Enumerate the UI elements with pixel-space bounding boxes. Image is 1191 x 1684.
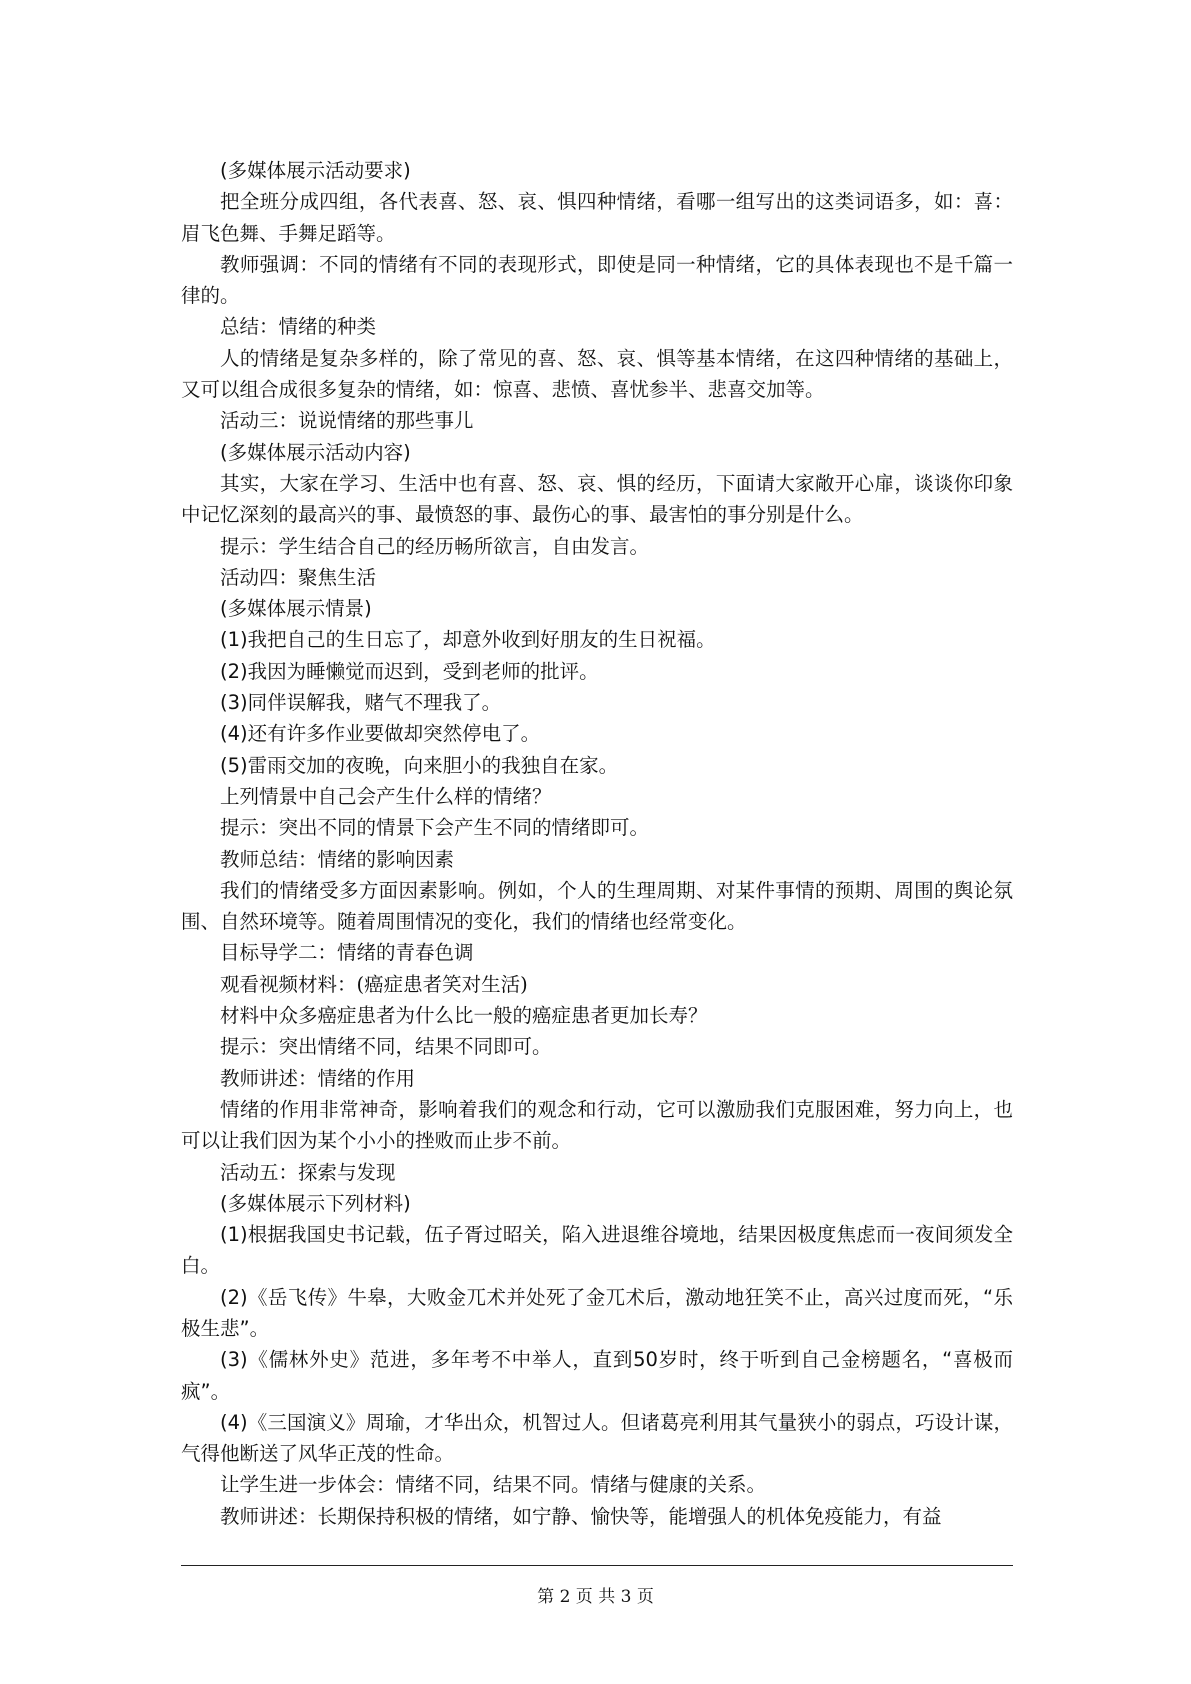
paragraph: 其实，大家在学习、生活中也有喜、怒、哀、惧的经历，下面请大家敞开心扉，谈谈你印象中记忆深刻的最高兴的事、最愤怒的事、最伤心的事、最害怕的事分别是什么。 — [181, 471, 1013, 527]
paragraph: 观看视频材料：(癌症患者笑对生活) — [220, 972, 528, 996]
paragraph: (3)同伴误解我，赌气不理我了。 — [220, 691, 502, 715]
paragraph: (多媒体展示下列材料) — [220, 1191, 411, 1215]
paragraph: 人的情绪是复杂多样的，除了常见的喜、怒、哀、惧等基本情绪，在这四种情绪的基础上，又可以组合成很多复杂的情绪，如：惊喜、悲愤、喜忧参半、悲喜交加等。 — [181, 346, 1013, 402]
page-number: 第 2 页 共 3 页 — [537, 1587, 654, 1607]
paragraph: (1)根据我国史书记载，伍子胥过昭关，陷入进退维谷境地，结果因极度焦虑而一夜间须发全白。 — [181, 1223, 1013, 1278]
paragraph: 教师强调：不同的情绪有不同的表现形式，即使是同一种情绪，它的具体表现也不是千篇一律的。 — [181, 252, 1013, 308]
paragraph: (3)《儒林外史》范进，多年考不中举人，直到50岁时，终于听到自己金榜题名，“喜极而疯”。 — [181, 1348, 1013, 1403]
footer-divider — [181, 1565, 1013, 1566]
paragraph: 总结：情绪的种类 — [220, 315, 377, 339]
paragraph: (5)雷雨交加的夜晚，向来胆小的我独自在家。 — [220, 753, 619, 777]
paragraph: 上列情景中自己会产生什么样的情绪？ — [220, 784, 552, 808]
paragraph: 教师总结：情绪的影响因素 — [220, 847, 455, 871]
paragraph: (多媒体展示情景) — [220, 597, 372, 621]
paragraph: 活动三：说说情绪的那些事儿 — [220, 409, 474, 433]
document-body — [181, 155, 1013, 1532]
paragraph: 教师讲述：长期保持积极的情绪，如宁静、愉快等，能增强人的机体免疫能力，有益 — [220, 1504, 942, 1528]
paragraph: 把全班分成四组，各代表喜、怒、哀、惧四种情绪，看哪一组写出的这类词语多，如：喜：眉飞色舞、手舞足蹈等。 — [181, 190, 1013, 245]
paragraph: 我们的情绪受多方面因素影响。例如，个人的生理周期、对某件事情的预期、周围的舆论氛围、自然环境等。随着周围情况的变化，我们的情绪也经常变化。 — [181, 878, 1013, 934]
paragraph: (2)《岳飞传》牛皋，大败金兀术并处死了金兀术后，激动地狂笑不止，高兴过度而死，“乐极生悲”。 — [181, 1285, 1013, 1340]
paragraph: 材料中众多癌症患者为什么比一般的癌症患者更加长寿？ — [220, 1004, 708, 1028]
paragraph: 情绪的作用非常神奇，影响着我们的观念和行动，它可以激励我们克服困难，努力向上，也可以让我们因为某个小小的挫败而止步不前。 — [181, 1097, 1013, 1153]
paragraph: 提示：突出不同的情景下会产生不同的情绪即可。 — [220, 816, 650, 840]
paragraph: 活动四：聚焦生活 — [220, 565, 377, 589]
paragraph: (多媒体展示活动内容) — [220, 440, 411, 464]
paragraph: 教师讲述：情绪的作用 — [220, 1066, 416, 1090]
paragraph: (2)我因为睡懒觉而迟到，受到老师的批评。 — [220, 659, 599, 683]
paragraph: (多媒体展示活动要求) — [220, 159, 411, 182]
paragraph: 目标导学二：情绪的青春色调 — [220, 941, 474, 965]
paragraph: (4)《三国演义》周瑜，才华出众，机智过人。但诸葛亮利用其气量狭小的弱点，巧设计谋，气得他断送了风华正茂的性命。 — [181, 1410, 1013, 1466]
paragraph: 提示：突出情绪不同，结果不同即可。 — [220, 1035, 552, 1059]
paragraph: (1)我把自己的生日忘了，却意外收到好朋友的生日祝福。 — [220, 628, 716, 652]
paragraph: 让学生进一步体会：情绪不同，结果不同。情绪与健康的关系。 — [220, 1473, 767, 1497]
paragraph: 活动五：探索与发现 — [220, 1160, 396, 1184]
paragraph: 提示：学生结合自己的经历畅所欲言，自由发言。 — [220, 534, 650, 558]
paragraph: (4)还有许多作业要做却突然停电了。 — [220, 722, 541, 746]
